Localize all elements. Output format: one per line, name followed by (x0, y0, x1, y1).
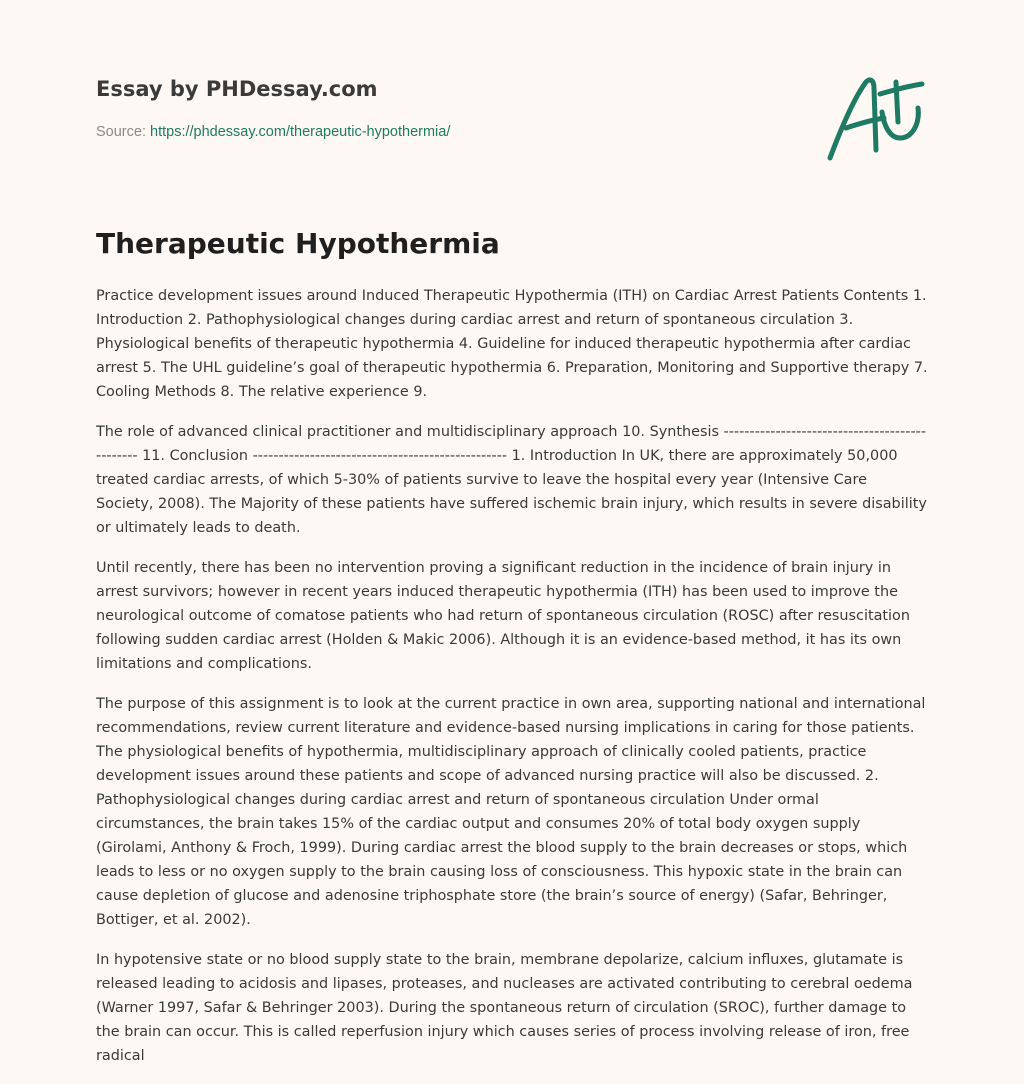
a-plus-logo-icon (820, 68, 930, 168)
paragraph: Practice development issues around Induced Therapeutic Hypothermia (ITH) on Cardiac Arrest Patients Contents 1. Introduction 2. Pathophysiological changes during cardiac arrest and return of spontaneous circulation 3. Physiological benefits of therapeutic hypothermia 4. Guideline for induced therapeutic hypothermia after cardiac arrest 5. The UHL guideline’s goal of therapeutic hypothermia 6. Preparation, Monitoring and Supportive therapy 7. Cooling Methods 8. The relative experience 9. (96, 288, 928, 400)
source-line (96, 122, 796, 142)
source-link[interactable]: https://phdessay.com/therapeutic-hypothermia/ (150, 124, 451, 140)
paragraph: The purpose of this assignment is to look at the current practice in own area, supporting national and international recommendations, review current literature and evidence-based nursing implications in caring for those patients. The physiological benefits of hypothermia, multidisciplinary approach of clinically cooled patients, practice development issues around these patients and scope of advanced nursing practice will also be discussed. 2. Pathophysiological changes during cardiac arrest and return of spontaneous circulation Under ormal circumstances, the brain takes 15% of the cardiac output and consumes 20% of total body oxygen supply (Girolami, Anthony & Froch, 1999). During cardiac arrest the blood supply to the brain decreases or stops, which leads to less or no oxygen supply to the brain causing loss of consciousness. This hypoxic state in the brain can cause depletion of glucose and adenosine triphosphate store (the brain’s source of energy) (Safar, Behringer, Bottiger, et al. 2002). (96, 696, 926, 928)
paragraph: In hypotensive state or no blood supply state to the brain, membrane depolarize, calcium influxes, glutamate is released leading to acidosis and lipases, proteases, and nucleases are activated contributing to cerebral oedema (Warner 1997, Safar & Behringer 2003). During the spontaneous return of circulation (SROC), further damage to the brain can occur. This is called reperfusion injury which causes series of process involving release of iron, free radical (96, 952, 913, 1064)
paragraph: The role of advanced clinical practitioner and multidisciplinary approach 10. Synthesis ----------------------------------------------- 11. Conclusion ------------------------------------------------- 1. Introduction In UK, there are approximately 50,000 treated cardiac arrests, of which 5-30% of patients survive to leave the hospital every year (Intensive Care Society, 2008). The Majority of these patients have suffered ischemic brain injury, which results in severe disability or ultimately leads to death. (96, 424, 927, 536)
a-plus-logo (820, 68, 930, 168)
article-body (96, 284, 928, 1084)
site-brand: Essay by PHDessay.com (96, 77, 378, 101)
essay-header (96, 74, 796, 142)
paragraph: Until recently, there has been no intervention proving a significant reduction in the incidence of brain injury in arrest survivors; however in recent years induced therapeutic hypothermia (ITH) has been used to improve the neurological outcome of comatose patients who had return of spontaneous circulation (ROSC) after resuscitation following sudden cardiac arrest (Holden & Makic 2006). Although it is an evidence-based method, it has its own limitations and complications. (96, 560, 910, 672)
article-title: Therapeutic Hypothermia (96, 227, 500, 260)
source-label: Source: (96, 124, 146, 140)
